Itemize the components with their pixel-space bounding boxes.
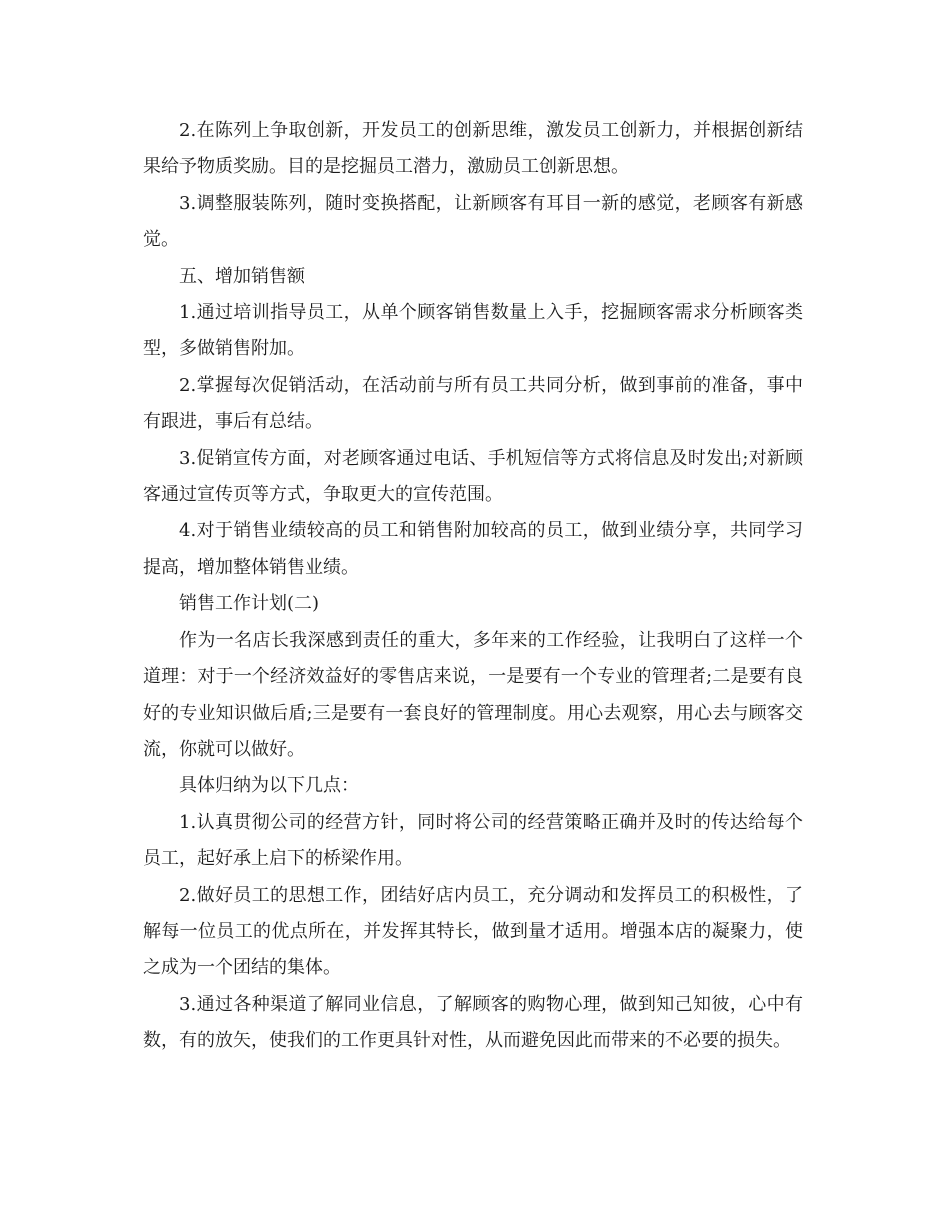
paragraph-adjust-display: 3.调整服装陈列，随时变换搭配，让新顾客有耳目一新的感觉，老顾客有新感觉。 [143, 192, 803, 251]
paragraph-promotion-publicity: 3.促销宣传方面，对老顾客通过电话、手机短信等方式将信息及时发出;对新顾客通过宣传页等方式，争取更大的宣传范围。 [143, 447, 803, 506]
paragraph-staff-ideology: 2.做好员工的思想工作，团结好店内员工，充分调动和发挥员工的积极性，了解每一位员工的优点所在，并发挥其特长，做到量才适用。增强本店的凝聚力，使之成为一个团结的集体。 [143, 884, 803, 979]
paragraph-company-policy: 1.认真贯彻公司的经营方针，同时将公司的经营策略正确并及时的传达给每个员工，起好承上启下的桥梁作用。 [143, 811, 803, 870]
paragraph-promotion-activities: 2.掌握每次促销活动，在活动前与所有员工共同分析，做到事前的准备，事中有跟进，事后有总结。 [143, 374, 803, 433]
section-heading-increase-sales: 五、增加销售额 [179, 265, 305, 287]
paragraph-store-manager-intro: 作为一名店长我深感到责任的重大，多年来的工作经验，让我明白了这样一个道理：对于一个经济效益好的零售店来说，一是要有一个专业的管理者;二是要有良好的专业知识做后盾;三是要有一套良好的管理制度。用心去观察，用心去与顾客交流，你就可以做好。 [143, 629, 803, 760]
paragraph-summary-intro: 具体归纳为以下几点： [179, 775, 359, 797]
document-body [143, 113, 803, 1060]
paragraph-display-innovation: 2.在陈列上争取创新，开发员工的创新思维，激发员工创新力，并根据创新结果给予物质奖励。目的是挖掘员工潜力，激励员工创新思想。 [143, 120, 803, 178]
paragraph-training-staff: 1.通过培训指导员工，从单个顾客销售数量上入手，挖掘顾客需求分析顾客类型，多做销售附加。 [143, 302, 803, 360]
section-heading-sales-plan-two: 销售工作计划(二) [179, 593, 320, 615]
paragraph-performance-sharing: 4.对于销售业绩较高的员工和销售附加较高的员工，做到业绩分享，共同学习提高，增加整体销售业绩。 [143, 520, 803, 578]
paragraph-industry-info: 3.通过各种渠道了解同业信息，了解顾客的购物心理，做到知己知彼，心中有数，有的放矢，使我们的工作更具针对性，从而避免因此而带来的不必要的损失。 [143, 993, 803, 1052]
